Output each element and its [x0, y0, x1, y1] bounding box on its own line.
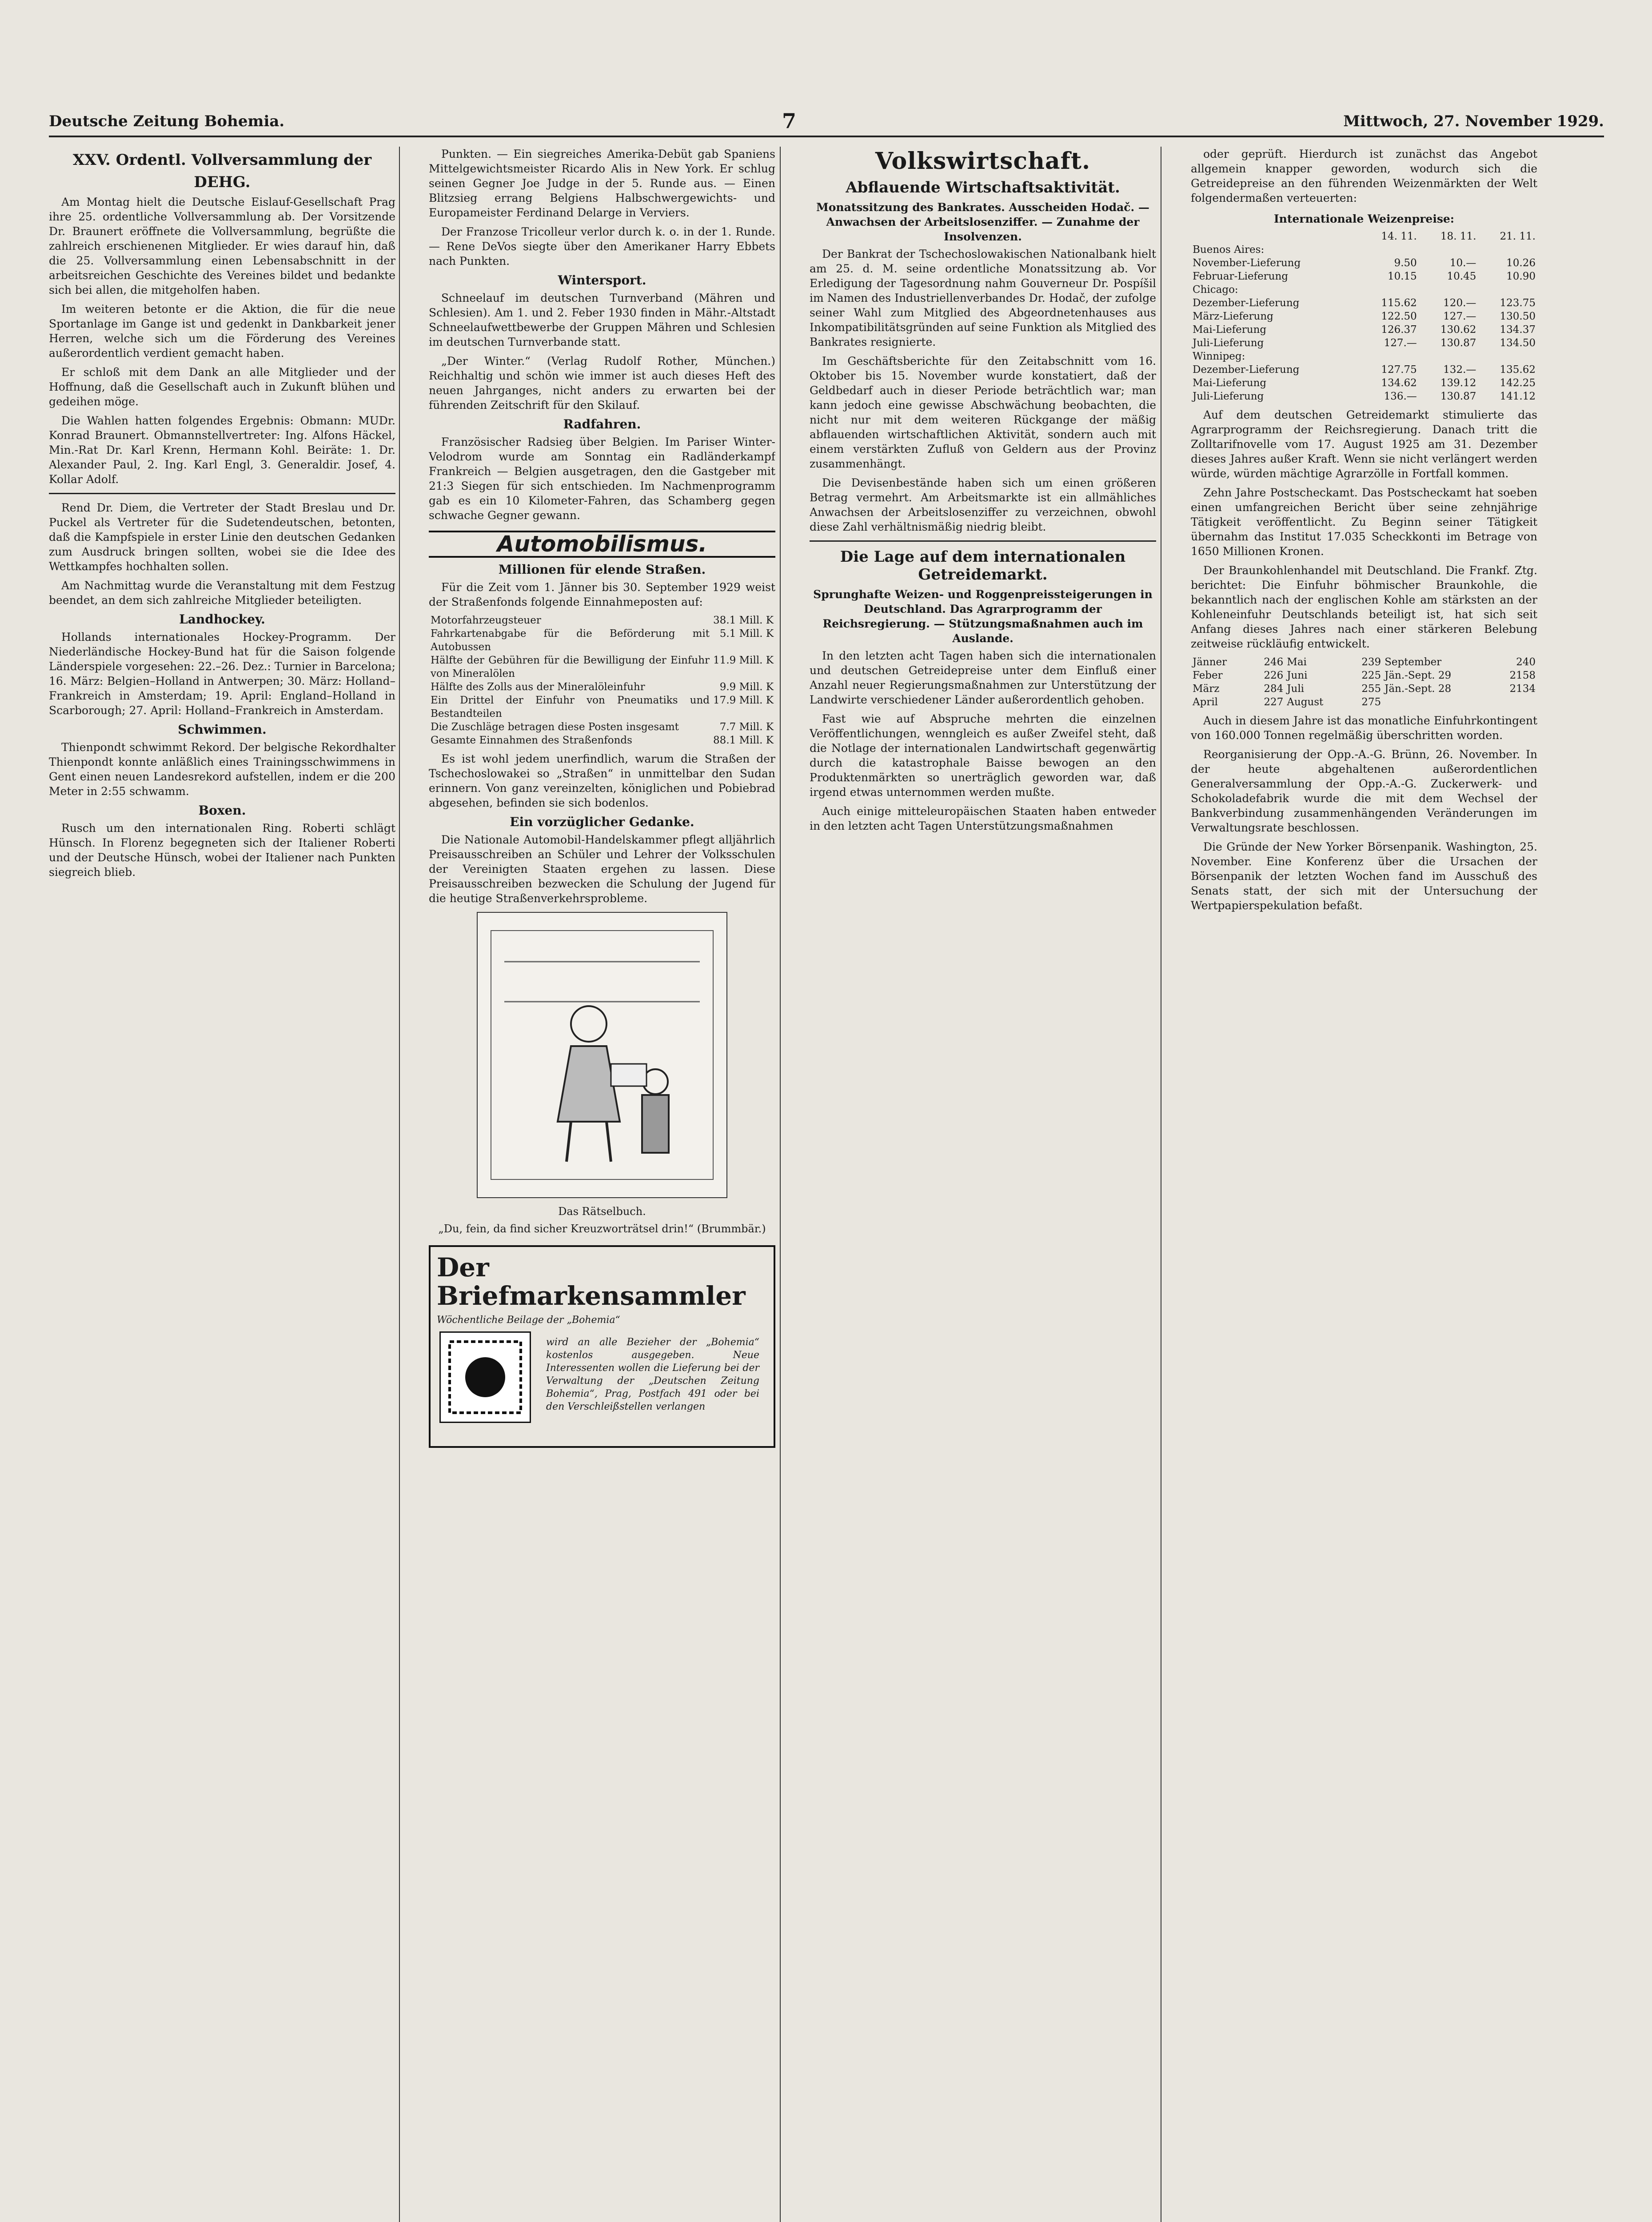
table-row: Gesamte Einnahmen des Straßenfonds 88.1 Mill. K [431, 735, 774, 746]
table-row: Chicago: [1193, 284, 1238, 296]
table-title: Internationale Weizenpreise: [1273, 212, 1455, 225]
paragraph: Die Gründe der New Yorker Börsenpanik. Washington, 25. November. Eine Konferenz über die Ursachen der Börsenpanik der letzten Wochen fand im Ausschuß des Senats statt, der sich mit der Untersuchung der Wertpapierspekulation befaßt. [1191, 840, 1537, 912]
table-row: Dezember-Lieferung 127.75 132.— 135.62 [1193, 364, 1536, 376]
paragraph: Rend Dr. Diem, die Vertreter der Stadt Breslau und Dr. Puckel als Vertreter für die Sudetendeutschen, betonten, daß die Kampfspiele in erster Linie den deutschen Gedanken zum Ausdruck bringen sollten, wobei sie die Idee des Wettkampfes hochhalten sollen. [49, 501, 395, 573]
paragraph: Am Nachmittag wurde die Veranstaltung mit dem Festzug beendet, an dem sich zahlreiche Mitglieder beteiligten. [49, 579, 395, 607]
paragraph: Auf dem deutschen Getreidemarkt stimulierte das Agrarprogramm der Reichsregierung. Danach tritt die Zolltarifnovelle vom 17. August 1925 am 31. Dezember dieses Jahres außer Kraft. Wenn sie nicht verlängert werden würde, würden mächtige Agrarzölle in Fortfall kommen. [1191, 408, 1537, 480]
coal-import-table [1191, 655, 1537, 709]
paragraph: Hollands internationales Hockey-Programm. Der Niederländische Hockey-Bund hat für die Saison folgende Länderspiele vorgesehen: 22.–26. Dez.: Turnier in Barcelona; 16. März: Belgien–Holland in Antwerpen; 30. März: Holland–Frankreich in Amsterdam; 19. April: England–Holland in Scarborough; 27. April: Holland–Frankreich in Amsterdam. [49, 631, 395, 717]
column-economy [810, 147, 1156, 2222]
page-number: 7 [782, 109, 797, 133]
section-title: Volkswirtschaft. [875, 148, 1091, 175]
table-row: Ein Drittel der Einfuhr von Pneumatiks und Bestandteilen 17.9 Mill. K [431, 695, 774, 719]
issue-date: Mittwoch, 27. November 1929. [1343, 112, 1604, 130]
paragraph: Der Bankrat der Tschechoslowakischen Nationalbank hielt am 25. d. M. seine ordentliche Monatssitzung ab. Vor Erledigung der Tagesordnung nahm Gouverneur Dr. Pospíšil im Namen des Industriellenverbandes Dr. Hodač, der zufolge seiner Wahl zum Mitglied des Abgeordnetenhauses aus Inkompatibilitätsgründen auf seine Funktion als Mitglied des Bankrates resignierte. [810, 248, 1156, 348]
article-subtitle: Sprunghafte Weizen- und Roggenpreissteigerungen in Deutschland. Das Agrarprogramm der Reichsregierung. — Stützungsmaßnahmen auch im Auslande. [813, 588, 1153, 645]
wheat-price-table [1191, 230, 1537, 403]
paragraph: oder geprüft. Hierdurch ist zunächst das Angebot allgemein knapper geworden, wodurch sich die Getreidepreise an den führenden Weizenmärkten der Welt folgendermaßen verteuerten: [1191, 148, 1537, 204]
paragraph: Rusch um den internationalen Ring. Roberti schlägt Hünsch. In Florenz begegneten sich der Italiener Roberti und der Deutsche Hünsch, wobei der Italiener nach Punkten siegreich blieb. [49, 822, 395, 879]
table-row: Dezember-Lieferung 115.62 120.— 123.75 [1193, 297, 1536, 309]
cartoon-drawing [478, 913, 726, 1197]
paragraph: Reorganisierung der Opp.-A.-G. Brünn, 26. November. In der heute abgehaltenen außerordentlichen Generalversammlung der Opp.-A.-G. Zuckerwerk- und Schokoladefabrik wurde die mit dem Wechsel der Bankverbindung zusammenhängenden Veränderungen im Verwaltungsrate beschlossen. [1191, 748, 1537, 834]
table-header-row: 14. 11. 18. 11. 21. 11. [1381, 231, 1536, 242]
table-row: Die Zuschläge betragen diese Posten insgesamt 7.7 Mill. K [431, 721, 774, 733]
stamp-collector-ad [429, 1245, 775, 1448]
paragraph: Französischer Radsieg über Belgien. Im Pariser Winter-Velodrom wurde am Sonntag ein Radländerkampf Frankreich — Belgien ausgetragen, den die Gastgeber mit 21:3 Siegen für sich entschieden. Im Nachmenprogramm gab es ein 10 Kilometer-Fahren, das Schamberg gegen schwache Gegner gewann. [429, 436, 775, 522]
ad-subtitle: Wöchentliche Beilage der „Bohemia“ [437, 1315, 620, 1326]
table-row: Feber 226 Juni 225 Jän.-Sept. 29 2158 [1193, 670, 1536, 681]
section-heading: Radfahren. [563, 417, 641, 432]
article-title: Abflauende Wirtschaftsaktivität. [846, 179, 1120, 196]
paragraph: Im weiteren betonte er die Aktion, die für die neue Sportanlage im Gange ist und gedenkt in Dankbarkeit jener Herren, welche sich um die Förderung des Vereines außerordentlich verdient gemacht haben. [49, 303, 395, 360]
table-row: Juli-Lieferung 127.— 130.87 134.50 [1193, 337, 1536, 349]
page-masthead [49, 109, 1604, 137]
cartoon-caption: „Du, fein, da find sicher Kreuzworträtsel drin!“ (Brummbär.) [438, 1223, 766, 1235]
paragraph: Punkten. — Ein siegreiches Amerika-Debüt gab Spaniens Mittelgewichtsmeister Ricardo Alis in New York. Er schlug seinen Gegner Joe Judge in der 5. Runde aus. — Einen Blitzsieg errang Belgiens Halbschwergewichts- und Europameister Ferdinand Delarge in Verviers. [429, 148, 775, 219]
paragraph: Auch einige mitteleuropäischen Staaten haben entweder in den letzten acht Tagen Unterstützungsmaßnahmen [810, 805, 1156, 832]
stamp-logo-icon [439, 1331, 531, 1423]
table-row: Juli-Lieferung 136.— 130.87 141.12 [1193, 391, 1536, 402]
paragraph: Die Devisenbestände haben sich um einen größeren Betrag vermehrt. Am Arbeitsmarkte ist ein allmähliches Anwachsen der Arbeitslosenziffer zu verzeichnen, obwohl diese Zahl verhältnismäßig niedrig bleibt. [810, 476, 1156, 533]
article-title: XXV. Ordentl. Vollversammlung der [72, 151, 372, 169]
table-row: März-Lieferung 122.50 127.— 130.50 [1193, 311, 1536, 322]
paragraph: „Der Winter.“ (Verlag Rudolf Rother, München.) Reichhaltig und schön wie immer ist auch dieses Heft des neuen Jahrganges, nicht anders zu erwarten bei der führenden Zeitschrift für den Skilauf. [429, 355, 775, 412]
table-row: November-Lieferung 9.50 10.— 10.26 [1193, 257, 1536, 269]
column-sports-auto [429, 147, 775, 2222]
paragraph: Die Wahlen hatten folgendes Ergebnis: Obmann: MUDr. Konrad Braunert. Obmannstellvertreter: Ing. Alfons Häckel, Min.-Rat Dr. Karl Krenn, Hermann Kohl. Beiräte: 1. Dr. Alexander Paul, 2. Ing. Karl Engl, 3. Generaldir. Josef, 4. Kollar Adolf. [49, 414, 395, 486]
table-row: Jänner 246 Mai 239 September 240 [1193, 656, 1536, 668]
table-row: Hälfte der Gebühren für die Bewilligung der Einfuhr von Mineralölen 11.9 Mill. K [431, 655, 774, 679]
section-heading: Boxen. [198, 803, 246, 818]
ad-text: wird an alle Bezieher der „Bohemia“ kostenlos ausgegeben. Neue Interessenten wollen die Lieferung bei der Verwaltung der „Deutschen Zeitung Bohemia“, Prag, Postfach 491 oder bei den Verschleißstellen verlangen [546, 1337, 759, 1412]
cartoon-caption-title: Das Rätselbuch. [558, 1205, 646, 1218]
divider [810, 540, 1156, 542]
paragraph: Es ist wohl jedem unerfindlich, warum die Straßen der Tschechoslowakei so „Straßen“ in unmittelbar den Sudan erinnern. Von ganz vereinzelten, königlichen und Pobiebrad abgesehen, befinden sie sich bodenlos. [429, 752, 775, 809]
table-row: Hälfte des Zolls aus der Mineralöleinfuhr 9.9 Mill. K [431, 681, 774, 693]
cartoon-illustration [477, 912, 727, 1198]
paragraph: Die Nationale Automobil-Handelskammer pflegt alljährlich Preisausschreiben an Schüler und Lehrer der Volksschulen der Vereinigten Staaten ergehen zu lassen. Diese Preisausschreiben bezwecken die Schulung der Jugend für die heutige Straßenverkehrsprobleme. [429, 833, 775, 905]
paragraph: Schneelauf im deutschen Turnverband (Mähren und Schlesien). Am 1. und 2. Feber 1930 finden in Mähr.-Altstadt Schneelaufwettbewerbe der Gruppen Mähren und Schlesien im deutschen Turnverbande statt. [429, 292, 775, 348]
newspaper-name: Deutsche Zeitung Bohemia. [49, 112, 285, 130]
article-title: Ein vorzüglicher Gedanke. [510, 815, 694, 829]
automobilismus-banner: Automobilismus. [429, 531, 775, 558]
table-row: Buenos Aires: [1193, 244, 1265, 256]
table-row: Fahrkartenabgabe für die Beförderung mit Autobussen 5.1 Mill. K [431, 628, 774, 653]
column-rule [780, 147, 781, 2222]
paragraph: Er schloß mit dem Dank an alle Mitglieder und der Hoffnung, daß die Gesellschaft auch in Zukunft blühen und gedeihen möge. [49, 366, 395, 408]
table-row: Motorfahrzeugsteuer 38.1 Mill. K [431, 615, 774, 626]
column-economy-cont [1191, 147, 1537, 2222]
section-heading: Landhockey. [179, 612, 265, 627]
table-row: April 227 August 275 [1193, 696, 1381, 708]
article-subtitle: Monatssitzung des Bankrates. Ausscheiden Hodač. — Anwachsen der Arbeitslosenziffer. — Zunahme der Insolvenzen. [816, 201, 1149, 243]
paragraph: Thienpondt schwimmt Rekord. Der belgische Rekordhalter Thienpondt konnte anläßlich eines Trainingsschwimmens in Gent einen neuen Landesrekord aufstellen, indem er die 200 Meter in 2:55 schwamm. [49, 741, 395, 798]
article-title: Die Lage auf dem internationalen Getreidemarkt. [840, 548, 1126, 583]
ad-title: Der Briefmarkensammler [437, 1252, 746, 1311]
table-row: Winnipeg: [1193, 351, 1245, 362]
table-row: Mai-Lieferung 126.37 130.62 134.37 [1193, 324, 1536, 336]
paragraph: Für die Zeit vom 1. Jänner bis 30. September 1929 weist der Straßenfonds folgende Einnahmeposten auf: [429, 581, 775, 608]
paragraph: Zehn Jahre Postscheckamt. Das Postscheckamt hat soeben einen umfangreichen Bericht über seine zehnjährige Tätigkeit veröffentlicht. Zu Beginn seiner Tätigkeit übernahm das Institut 17.035 Scheckkonti im Betrage von 1650 Millionen Kronen. [1191, 486, 1537, 558]
paragraph: Der Franzose Tricolleur verlor durch k. o. in der 1. Runde. — Rene DeVos siegte über den Amerikaner Harry Ebbets nach Punkten. [429, 225, 775, 268]
article-title: Millionen für elende Straßen. [498, 562, 706, 577]
table-row: Mai-Lieferung 134.62 139.12 142.25 [1193, 377, 1536, 389]
road-fund-table [429, 614, 775, 747]
table-row: Februar-Lieferung 10.15 10.45 10.90 [1193, 271, 1536, 282]
paragraph: Der Braunkohlenhandel mit Deutschland. Die Frankf. Ztg. berichtet: Die Einfuhr böhmischer Braunkohle, die bekanntlich nach der englischen Kohle am stärksten an der Kohleneinfuhr Deutschlands beteiligt ist, hat sich seit Anfang dieses Jahres nach einer stärkeren Belebung zeitweise rückläufig entwickelt. [1191, 564, 1537, 650]
table-row: März 284 Juli 255 Jän.-Sept. 28 2134 [1193, 683, 1536, 695]
paragraph: Am Montag hielt die Deutsche Eislauf-Gesellschaft Prag ihre 25. ordentliche Vollversammlung ab. Der Vorsitzende Dr. Braunert eröffnete die Vollversammlung, begrüßte die zahlreich erschienenen Mitglieder. Er wies darauf hin, daß die 25. Vollversammlung einen Lebensabschnitt in der arbeitsreichen Geschichte des Vereines bildet und bedankte sich bei allen, die mitgeholfen haben. [49, 196, 395, 296]
column-sports [49, 147, 395, 2222]
paragraph: Fast wie auf Abspruche mehrten die einzelnen Veröffentlichungen, wenngleich es außer Zweifel steht, daß die Notlage der internationalen Landwirtschaft gegenwärtig durch die katastrophale Baisse bewogen an den Produktenmärkten so unerträglich geworden war, daß irgend etwas unternommen werden mußte. [810, 712, 1156, 799]
section-heading: Wintersport. [558, 273, 646, 288]
paragraph: In den letzten acht Tagen haben sich die internationalen und deutschen Getreidepreise unter dem Einfluß einer Anzahl neuer Regierungsmaßnahmen zur Unterstützung der Landwirte verschiedener Länder außerordentlich gehoben. [810, 649, 1156, 706]
divider [49, 493, 395, 494]
column-rule [399, 147, 400, 2222]
paragraph: Auch in diesem Jahre ist das monatliche Einfuhrkontingent von 160.000 Tonnen regelmäßig überschritten worden. [1191, 714, 1537, 742]
article-title-line2: DEHG. [194, 173, 251, 191]
section-heading: Schwimmen. [178, 722, 267, 737]
paragraph: Im Geschäftsberichte für den Zeitabschnitt vom 16. Oktober bis 15. November wurde konstatiert, daß der Geldbedarf auch in dieser Periode beträchtlich war; man kann jedoch eine gewisse Abschwächung beobachten, die nicht nur mit dem weiteren Rückgange der mäßig abflauenden wirtschaftlichen Aktivität, sondern auch mit einem verstärkten Zufluß von Geldern aus der Provinz zusammenhängt. [810, 355, 1156, 470]
